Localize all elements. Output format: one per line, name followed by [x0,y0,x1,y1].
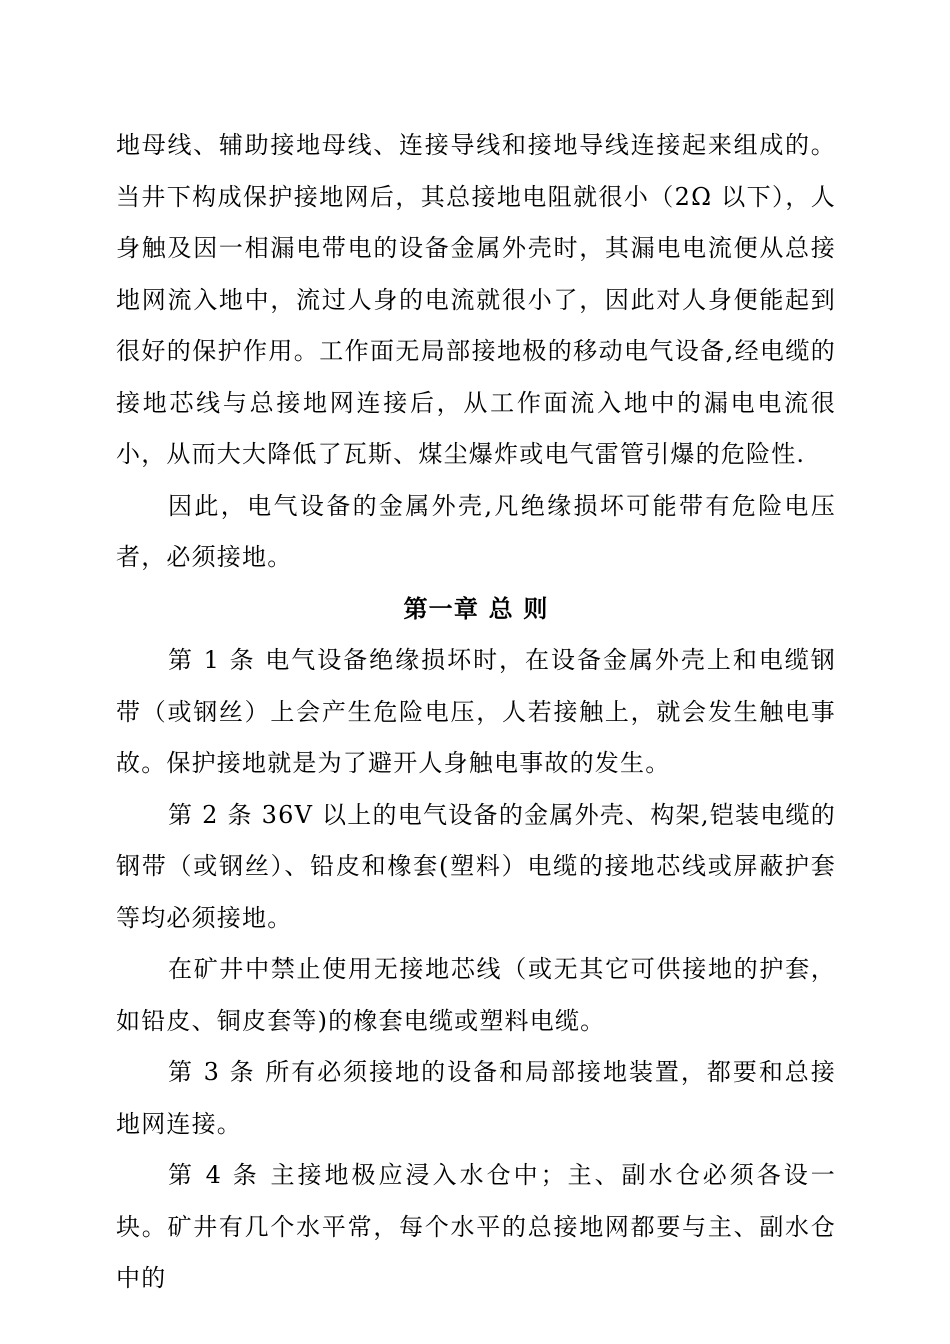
article-2-supplement: 在矿井中禁止使用无接地芯线（或无其它可供接地的护套，如铅皮、铜皮套等)的橡套电缆或塑料电缆。 [116,955,836,1035]
article-3: 第 3 条 所有必须接地的设备和局部接地装置，都要和总接地网连接。 [116,1058,836,1138]
paragraph-conclusion: 因此，电气设备的金属外壳,凡绝缘损坏可能带有危险电压者，必须接地。 [116,491,836,571]
paragraph-grounding-network: 地母线、辅助接地母线、连接导线和接地导线连接起来组成的。当井下构成保护接地网后，其总接地电阻就很小（2Ω 以下），人身触及因一相漏电带电的设备金属外壳时，其漏电电流便从总接地网流入地中，流过人身的电流就很小了，因此对人身便能起到很好的保护作用。工作面无局部接地极的移动电气设备,经电缆的接地芯线与总接地网连接后，从工作面流入地中的漏电电流很小，从而大大降低了瓦斯、煤尘爆炸或电气雷管引爆的危险性. [116,131,836,468]
article-2: 第 2 条 36V 以上的电气设备的金属外壳、构架,铠装电缆的钢带（或钢丝）、铅皮和橡套(塑料）电缆的接地芯线或屏蔽护套等均必须接地。 [116,800,836,932]
chapter-heading: 第一章 总 则 [403,594,549,623]
document-page [116,120,836,1305]
article-4: 第 4 条 主接地极应浸入水仓中；主、副水仓必须各设一块。矿井有几个水平常，每个水平的总接地网都要与主、副水仓中的 [116,1161,836,1292]
article-1: 第 1 条 电气设备绝缘损坏时，在设备金属外壳上和电缆钢带（或钢丝）上会产生危险电压，人若接触上，就会发生触电事故。保护接地就是为了避开人身触电事故的发生。 [116,646,836,777]
